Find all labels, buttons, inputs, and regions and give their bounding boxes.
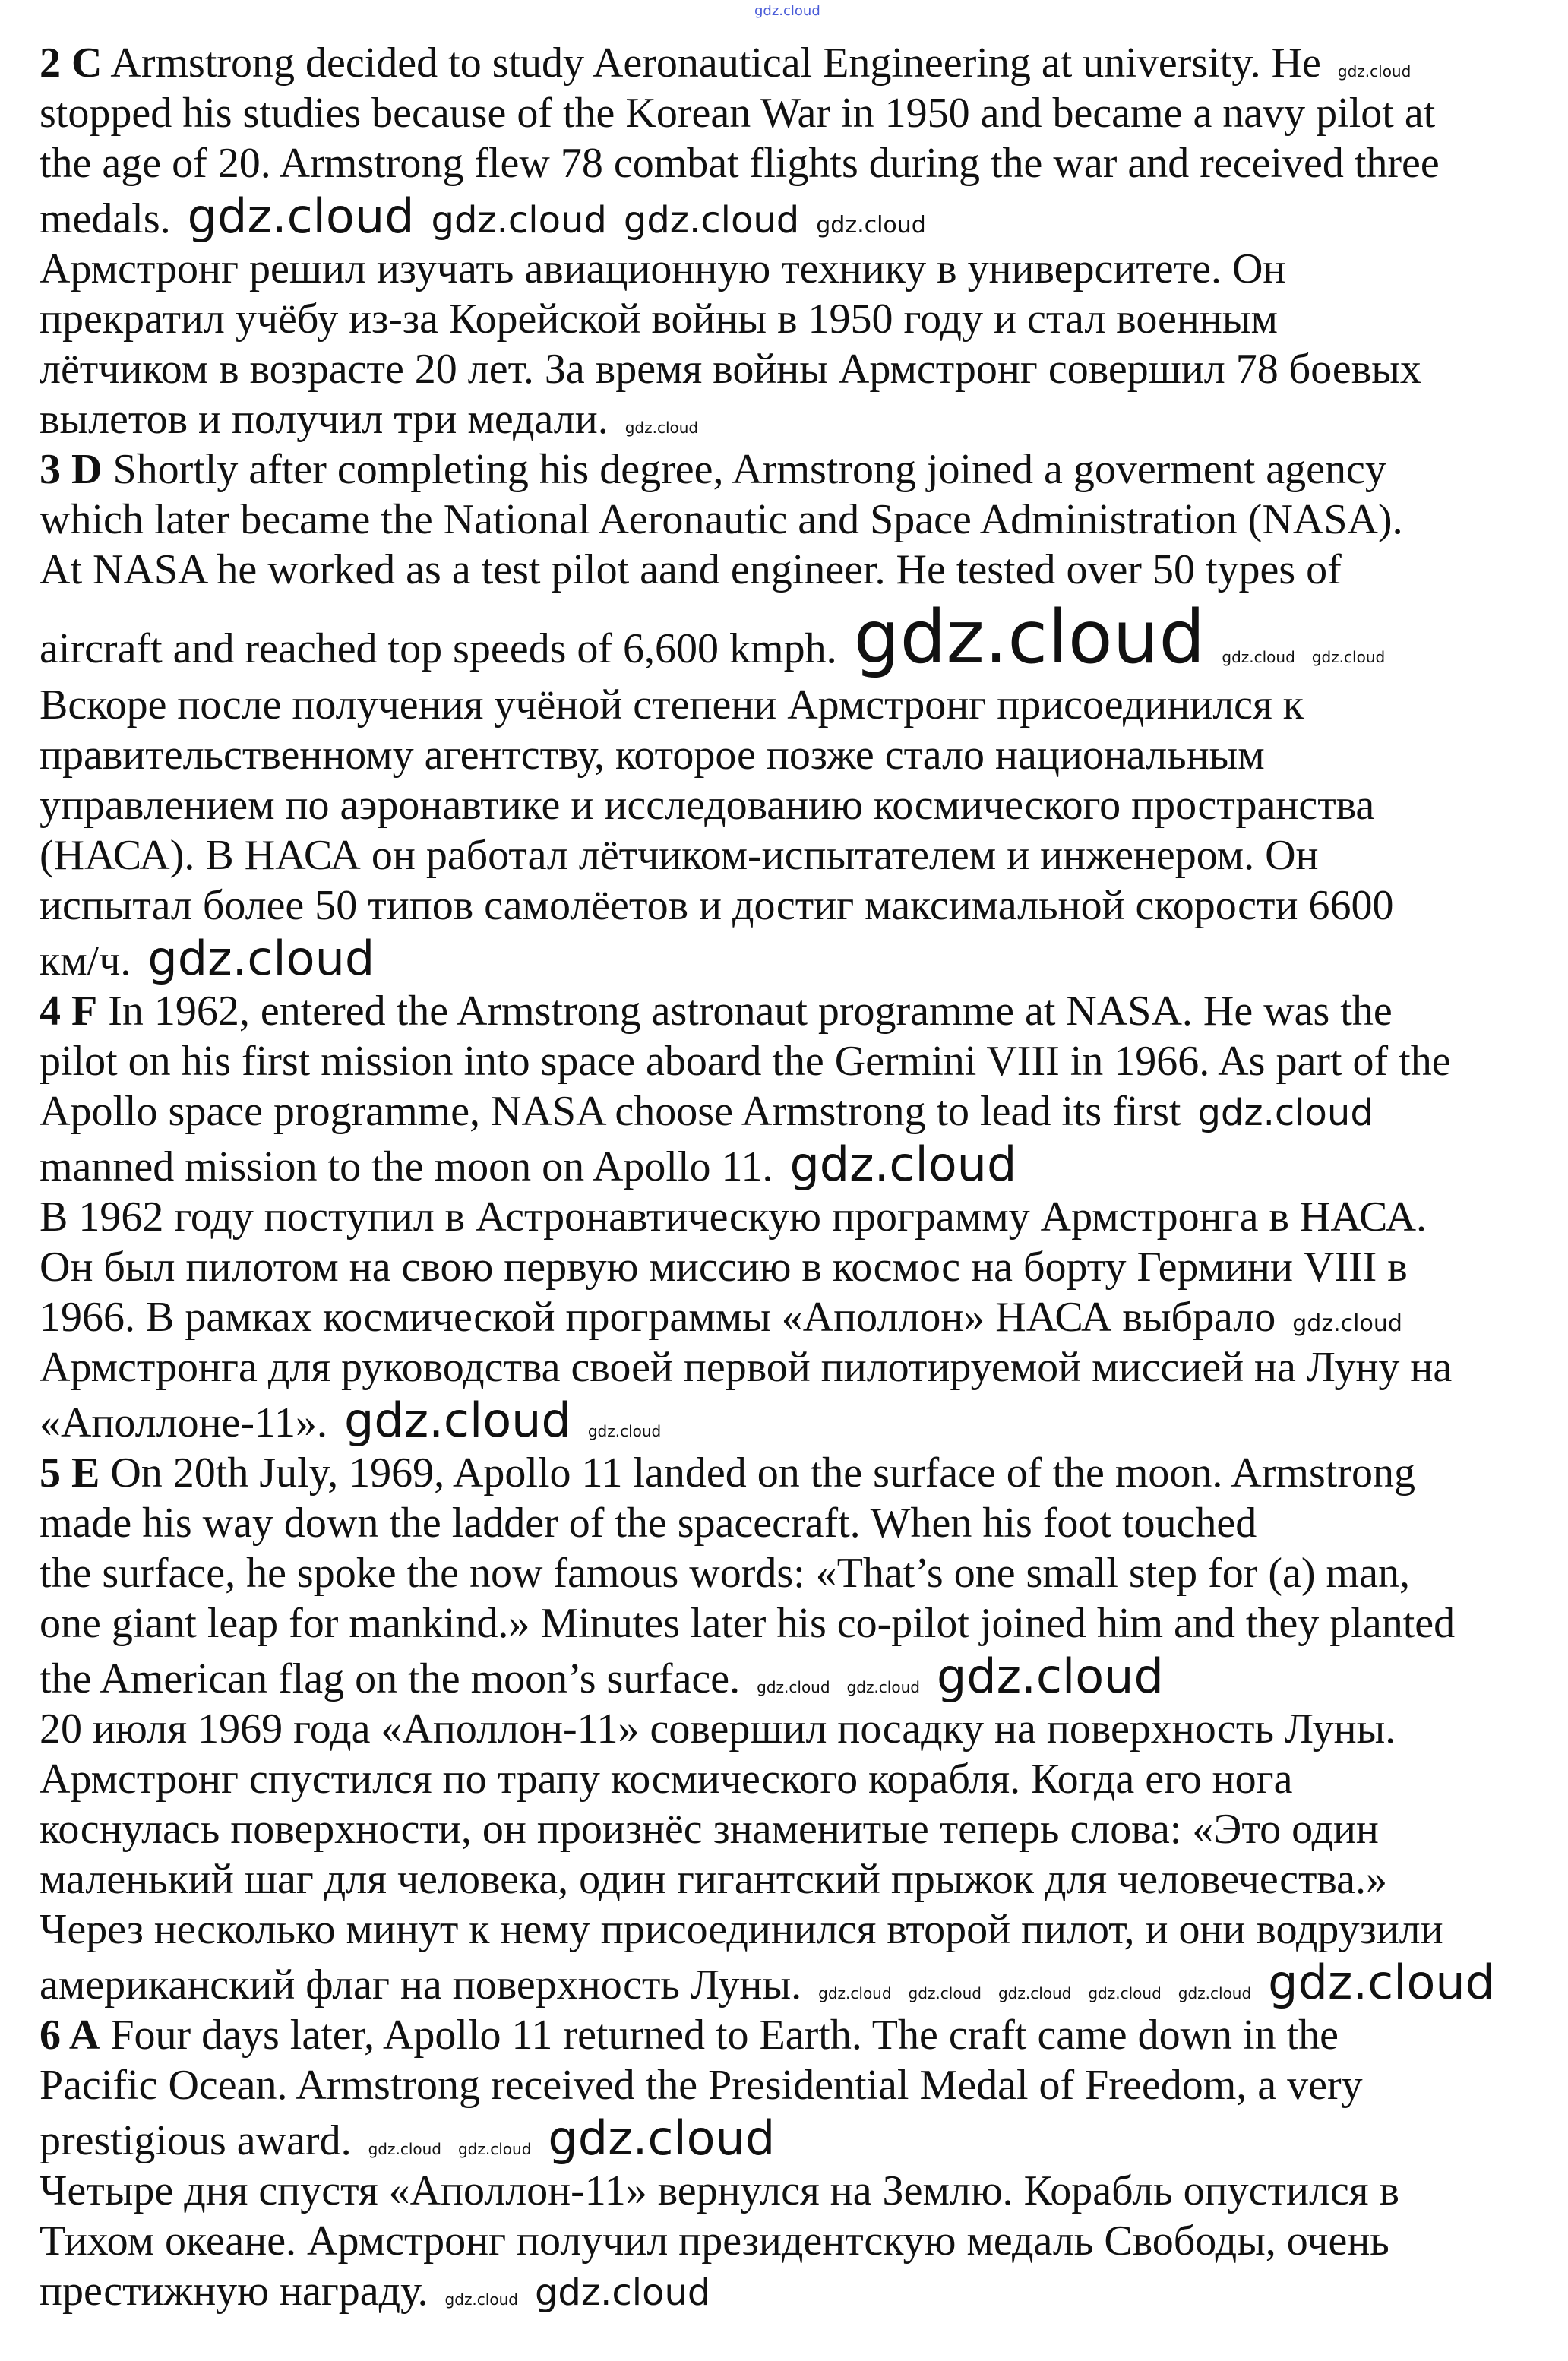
watermark: gdz.cloud	[1337, 62, 1412, 81]
line-text: 20 июля 1969 года «Аполлон-11» совершил посадку на поверхность Луны.	[40, 1705, 1396, 1753]
line-text: the surface, he spoke the now famous words: «That’s one small step for (a) man,	[40, 1550, 1410, 1597]
line-text: прекратил учёбу из-за Корейской войны в 1950 году и стал военным	[40, 296, 1278, 343]
line-text: Четыре дня спустя «Аполлон-11» вернулся на Землю. Корабль опустился в	[40, 2167, 1399, 2214]
watermark: gdz.cloud	[548, 2110, 776, 2166]
line-text: Тихом океане. Армстронг получил президентскую медаль Свободы, очень	[40, 2217, 1389, 2265]
line-text: В 1962 году поступил в Астронавтическую программу Армстронга в НАСА.	[40, 1193, 1427, 1241]
line-text: маленький шаг для человека, один гигантский прыжок для человечества.»	[40, 1856, 1387, 1903]
answer-paragraph-english	[40, 2010, 1495, 2166]
line-text: Через несколько минут к нему присоединился второй пилот, и они водрузили	[40, 1906, 1443, 1953]
line-text: aircraft and reached top speeds of 6,600 kmph.	[40, 625, 837, 672]
watermark: gdz.cloud	[789, 1136, 1017, 1192]
answer-label: 2 C	[40, 40, 103, 87]
text-line	[40, 344, 1495, 394]
text-line	[40, 1498, 1495, 1548]
answer-paragraph-russian	[40, 1704, 1495, 2010]
text-line	[40, 1598, 1495, 1648]
text-line	[40, 2110, 1495, 2166]
answer-paragraph-russian	[40, 244, 1495, 444]
text-line	[40, 1392, 1495, 1448]
line-text: испытал более 50 типов самолёетов и достиг максимальной скорости 6600	[40, 882, 1394, 929]
watermark: gdz.cloud	[444, 2290, 518, 2309]
watermark: gdz.cloud	[624, 419, 699, 437]
watermark: gdz.cloud	[853, 595, 1206, 680]
text-line	[40, 1648, 1495, 1704]
text-line	[40, 680, 1495, 730]
watermark: gdz.cloud	[587, 1422, 662, 1440]
watermark: gdz.cloud	[846, 1678, 920, 1696]
watermark: gdz.cloud	[936, 1648, 1164, 1704]
line-text: Армстронга для руководства своей первой пилотируемой миссией на Луну на	[40, 1344, 1453, 1391]
text-line	[40, 1854, 1495, 1904]
answer-paragraph-english	[40, 986, 1495, 1192]
text-line	[40, 188, 1495, 244]
line-text: правительственному агентству, которое позже стало национальным	[40, 732, 1265, 779]
line-text: Вскоре после получения учёной степени Армстронг присоединился к	[40, 681, 1304, 729]
line-text: Pacific Ocean. Armstrong received the Presidential Medal of Freedom, a very	[40, 2062, 1363, 2109]
line-text: Он был пилотом на свою первую миссию в космос на борту Гермини VIII в	[40, 1244, 1408, 1291]
line-text: лётчиком в возрасте 20 лет. За время войны Армстронг совершил 78 боевых	[40, 346, 1421, 393]
line-text: престижную награду.	[40, 2268, 428, 2315]
text-line	[40, 986, 1495, 1036]
text-line	[40, 294, 1495, 344]
line-text: Армстронг спустился по трапу космического корабля. Когда его нога	[40, 1756, 1293, 1803]
watermark: gdz.cloud	[1292, 1310, 1402, 1337]
text-line	[40, 1448, 1495, 1498]
watermark: gdz.cloud	[1088, 1984, 1162, 2002]
text-line	[40, 138, 1495, 188]
text-line	[40, 545, 1495, 595]
text-line	[40, 495, 1495, 545]
text-line	[40, 1192, 1495, 1242]
watermark: gdz.cloud	[997, 1984, 1072, 2002]
line-text: At NASA he worked as a test pilot aand engineer. He tested over 50 types of	[40, 546, 1342, 593]
answer-label: 4 F	[40, 988, 98, 1035]
watermark: gdz.cloud	[343, 1392, 571, 1448]
watermark: gdz.cloud	[1197, 1092, 1374, 1134]
line-text: pilot on his first mission into space aboard the Germini VIII in 1966. As part of the	[40, 1038, 1451, 1085]
text-line	[40, 1242, 1495, 1292]
text-line	[40, 931, 1495, 986]
line-text: управлением по аэронавтике и исследованию космического пространства	[40, 782, 1375, 829]
text-line	[40, 444, 1495, 495]
watermark: gdz.cloud	[1178, 1984, 1252, 2002]
watermark: gdz.cloud	[368, 2140, 441, 2158]
line-text: Apollo space programme, NASA choose Armstrong to lead its first	[40, 1088, 1181, 1135]
line-text: the age of 20. Armstrong flew 78 combat flights during the war and received three	[40, 140, 1440, 187]
line-text: 1966. В рамках космической программы «Аполлон» НАСА выбрало	[40, 1294, 1276, 1341]
line-text: Armstrong decided to study Aeronautical Engineering at university. He	[110, 40, 1321, 87]
line-text: Армстронг решил изучать авиационную технику в университете. Он	[40, 245, 1286, 292]
answer-label: 6 A	[40, 2012, 100, 2059]
watermark: gdz.cloud	[1311, 648, 1386, 666]
text-line	[40, 2216, 1495, 2266]
watermark: gdz.cloud	[457, 2140, 532, 2158]
text-line	[40, 1804, 1495, 1854]
line-text: made his way down the ladder of the spacecraft. When his foot touched	[40, 1500, 1257, 1547]
watermark: gdz.cloud	[908, 1984, 982, 2002]
watermark: gdz.cloud	[816, 212, 926, 239]
text-line	[40, 1136, 1495, 1192]
line-text: On 20th July, 1969, Apollo 11 landed on the surface of the moon. Armstrong	[110, 1449, 1415, 1497]
text-line	[40, 1036, 1495, 1086]
text-line	[40, 38, 1495, 88]
text-line	[40, 2060, 1495, 2110]
answer-paragraph-russian	[40, 2166, 1495, 2316]
answer-paragraph-english	[40, 38, 1495, 244]
line-text: Shortly after completing his degree, Armstrong joined a goverment agency	[112, 446, 1386, 493]
line-text: one giant leap for mankind.» Minutes later his co-pilot joined him and they planted	[40, 1600, 1456, 1647]
text-line	[40, 244, 1495, 294]
line-text: medals.	[40, 195, 171, 242]
line-text: manned mission to the moon on Apollo 11.	[40, 1143, 773, 1190]
line-text: вылетов и получил три медали.	[40, 396, 609, 443]
watermark: gdz.cloud	[623, 199, 800, 242]
watermark: gdz.cloud	[1222, 648, 1295, 666]
text-line	[40, 1548, 1495, 1598]
answer-label: 3 D	[40, 446, 103, 493]
text-line	[40, 2010, 1495, 2060]
text-line	[40, 1342, 1495, 1392]
text-line	[40, 880, 1495, 931]
line-text: «Аполлоне-11».	[40, 1399, 327, 1446]
watermark: gdz.cloud	[757, 1678, 830, 1696]
watermark: gdz.cloud	[431, 199, 607, 242]
line-text: американский флаг на поверхность Луны.	[40, 1961, 802, 2009]
watermark: gdz.cloud	[534, 2271, 711, 2314]
text-line	[40, 830, 1495, 880]
text-line	[40, 780, 1495, 830]
watermark: gdz.cloud	[754, 3, 820, 19]
line-text: prestigious award.	[40, 2117, 352, 2164]
line-text: (НАСА). В НАСА он работал лётчиком-испытателем и инженером. Он	[40, 832, 1319, 879]
answer-paragraph-english	[40, 444, 1495, 680]
text-line	[40, 1754, 1495, 1804]
answer-paragraph-russian	[40, 680, 1495, 986]
text-line	[40, 2266, 1495, 2316]
text-line	[40, 730, 1495, 780]
line-text: the American flag on the moon’s surface.	[40, 1655, 741, 1702]
text-line	[40, 1086, 1495, 1136]
line-text: stopped his studies because of the Korean War in 1950 and became a navy pilot at	[40, 90, 1436, 137]
document-body	[40, 38, 1495, 2316]
text-line	[40, 1955, 1495, 2010]
line-text: км/ч.	[40, 937, 131, 985]
line-text: коснулась поверхности, он произнёс знаменитые теперь слова: «Это один	[40, 1806, 1379, 1853]
text-line	[40, 1704, 1495, 1754]
text-line	[40, 1292, 1495, 1342]
watermark: gdz.cloud	[187, 188, 415, 244]
line-text: Four days later, Apollo 11 returned to Earth. The craft came down in the	[110, 2012, 1339, 2059]
answer-label: 5 E	[40, 1449, 100, 1497]
text-line	[40, 394, 1495, 444]
answer-paragraph-russian	[40, 1192, 1495, 1448]
text-line	[40, 88, 1495, 138]
watermark: gdz.cloud	[818, 1984, 892, 2002]
text-line	[40, 1904, 1495, 1955]
watermark: gdz.cloud	[147, 931, 375, 986]
watermark: gdz.cloud	[1268, 1955, 1496, 2010]
answer-paragraph-english	[40, 1448, 1495, 1704]
line-text: which later became the National Aeronautic and Space Administration (NASA).	[40, 496, 1403, 543]
line-text: In 1962, entered the Armstrong astronaut programme at NASA. He was the	[108, 988, 1393, 1035]
text-line	[40, 2166, 1495, 2216]
text-line	[40, 595, 1495, 680]
